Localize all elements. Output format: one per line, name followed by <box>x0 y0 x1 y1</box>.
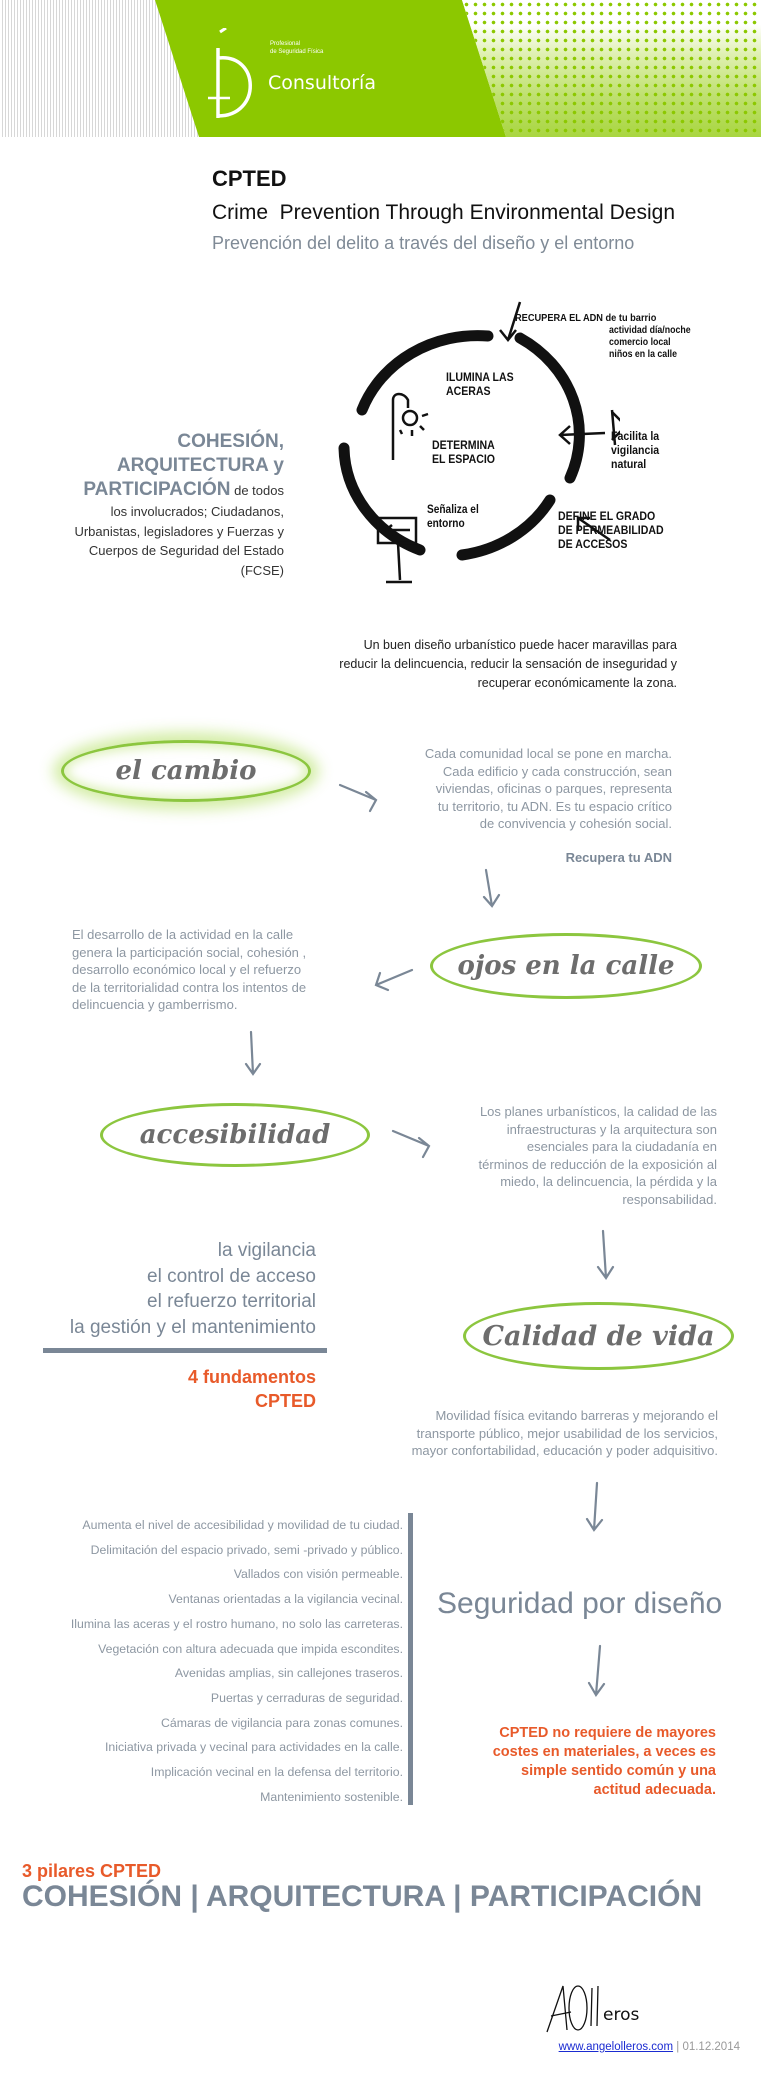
cohesion-line-1: COHESIÓN, <box>177 431 284 452</box>
cohesion-line-2: ARQUITECTURA y <box>116 455 284 476</box>
step-bubble-ojos-en-la-calle <box>430 933 702 999</box>
cycle-arc-right <box>520 338 579 478</box>
page-title: CPTED <box>212 166 287 191</box>
measure-item: Mantenimiento sostenible. <box>260 1789 403 1804</box>
logo-tagline: Profesional de Seguridad Física <box>270 41 324 55</box>
diagram-label-define: DEFINE EL GRADO DE PERMEABILIDAD DE ACCESOS <box>558 509 664 551</box>
measure-item: Implicación vecinal en la defensa del territorio. <box>150 1765 403 1780</box>
streetlamp-icon <box>393 394 428 460</box>
footer-separator: | <box>673 2041 683 2053</box>
step-bubble-el-cambio <box>61 740 311 802</box>
footer-date: 01.12.2014 <box>682 2041 740 2053</box>
measure-item: Aumenta el nivel de accesibilidad y movilidad de tu ciudad. <box>82 1518 403 1532</box>
step-bubble-accesibilidad <box>100 1103 370 1167</box>
cohesion-tail: de todos <box>230 483 284 498</box>
measure-item: Vegetación con altura adecuada que impida escondites. <box>98 1641 403 1656</box>
recupera-adn-note: Recupera tu ADN <box>565 850 672 865</box>
header-halftone <box>462 0 761 137</box>
page-subtitle-english: Crime Prevention Through Environmental Design <box>212 201 676 224</box>
website-link[interactable]: www.angelolleros.com <box>558 2041 674 2053</box>
fundamentos-title: 4 fundamentos CPTED <box>187 1367 316 1411</box>
measure-item: Ventanas orientadas a la vigilancia vecinal. <box>168 1592 403 1607</box>
arrow-down-icon <box>246 1032 260 1074</box>
diagram-label-recupera: RECUPERA EL ADN de tu barrio <box>515 312 657 324</box>
footer <box>559 2041 740 2053</box>
fundamentos-list: la vigilancia el control de acceso el refuerzo territorial la gestión y el mantenimiento <box>69 1240 316 1338</box>
header-banner <box>0 0 761 137</box>
arrow-down-icon <box>589 1646 604 1695</box>
cost-note: CPTED no requiere de mayores costes en materiales, a veces es simple sentido común y una actitud adecuada. <box>492 1725 716 1798</box>
measure-item: Vallados con visión permeable. <box>233 1567 403 1582</box>
logo-wordmark: Consultoría <box>268 72 376 94</box>
measure-item: Puertas y cerraduras de seguridad. <box>210 1690 403 1705</box>
step-bubble-calidad-de-vida <box>463 1302 734 1370</box>
diagram-label-facilita: Facilita la vigilancia natural <box>611 429 660 471</box>
svg-text:eros: eros <box>603 2005 640 2025</box>
measures-list <box>71 1513 403 1809</box>
step-label-ojos-en-la-calle: ojos en la calle <box>457 951 675 981</box>
arrow-down-icon <box>587 1483 602 1530</box>
signature-image <box>545 1982 660 2034</box>
measure-item: Delimitación del espacio privado, semi -privado y público. <box>90 1542 403 1557</box>
diagram-label-recupera-items: actividad día/noche comercio local niños en la calle <box>609 325 691 361</box>
cohesion-line-3: PARTICIPACIÓN <box>83 479 231 500</box>
measure-item: Iniciativa privada y vecinal para actividades en la calle. <box>104 1740 403 1755</box>
measure-item: Cámaras de vigilancia para zonas comunes. <box>161 1715 403 1730</box>
pilares-title: 3 pilares CPTED <box>22 1861 162 1881</box>
measure-item: Avenidas amplias, sin callejones traseros. <box>174 1666 403 1681</box>
step-label-accesibilidad: accesibilidad <box>139 1120 331 1150</box>
measure-item: Ilumina las aceras y el rostro humano, no solo las carreteras. <box>70 1616 403 1631</box>
step-text-el-cambio: Cada comunidad local se pone en marcha. Cada edificio y cada construcción, sean viviendas, oficinas o parques, representa tu territorio, tu ADN. Es tu espacio crítico de convivencia y cohesión social. <box>424 746 672 832</box>
page-subtitle-spanish: Prevención del delito a través del diseño y el entorno <box>212 233 635 253</box>
arrow-left-icon <box>376 970 412 990</box>
step-label-el-cambio: el cambio <box>115 756 257 786</box>
pilares-list: COHESIÓN | ARQUITECTURA | PARTICIPACIÓN <box>22 1880 703 1913</box>
diagram-label-ilumina: ILUMINA LAS ACERAS <box>446 370 514 398</box>
step-text-ojos-en-la-calle: El desarrollo de la actividad en la calle genera la participación social, cohesión , desarrollo económico local y el refuerzo de la territorialidad contra los intentos de delincuencia y gamberrismo. <box>72 927 307 1013</box>
step-label-calidad-de-vida: Calidad de vida <box>482 1320 715 1352</box>
intro-paragraph: Un buen diseño urbanístico puede hacer maravillas para reducir la delincuencia, reducir la sensación de inseguridad y recuperar económicamente la zona. <box>339 638 677 690</box>
cohesion-description: los involucrados; Ciudadanos, Urbanistas, legisladores y Fuerzas y Cuerpos de Seguridad del Estado (FCSE) <box>74 504 284 578</box>
arrow-right-icon <box>393 1131 429 1157</box>
seguridad-por-diseno-heading: Seguridad por diseño <box>437 1587 723 1620</box>
cycle-arc-left <box>344 448 420 550</box>
diagram-label-senaliza: Señaliza el entorno <box>427 504 479 530</box>
arrow-right-icon <box>340 785 376 811</box>
diagram-label-determina: DETERMINA EL ESPACIO <box>432 438 495 466</box>
cohesion-block <box>4 430 284 580</box>
divider-bar <box>43 1348 327 1353</box>
arrow-down-icon <box>598 1231 613 1278</box>
arrow-down-icon <box>484 870 499 906</box>
step-text-accesibilidad: Los planes urbanísticos, la calidad de las infraestructuras y la arquitectura son esenciales para la ciudadanía en términos de reducción de la exposición al miedo, la delincuencia, la pérdida y la responsabilidad. <box>478 1104 717 1207</box>
measures-divider-bar <box>408 1513 413 1805</box>
logo-mark-icon <box>200 28 260 128</box>
step-text-calidad-de-vida: Movilidad física evitando barreras y mejorando el transporte público, mejor usabilidad de los servicios, mayor confortabilidad, educación y poder adquisitivo. <box>411 1408 718 1459</box>
